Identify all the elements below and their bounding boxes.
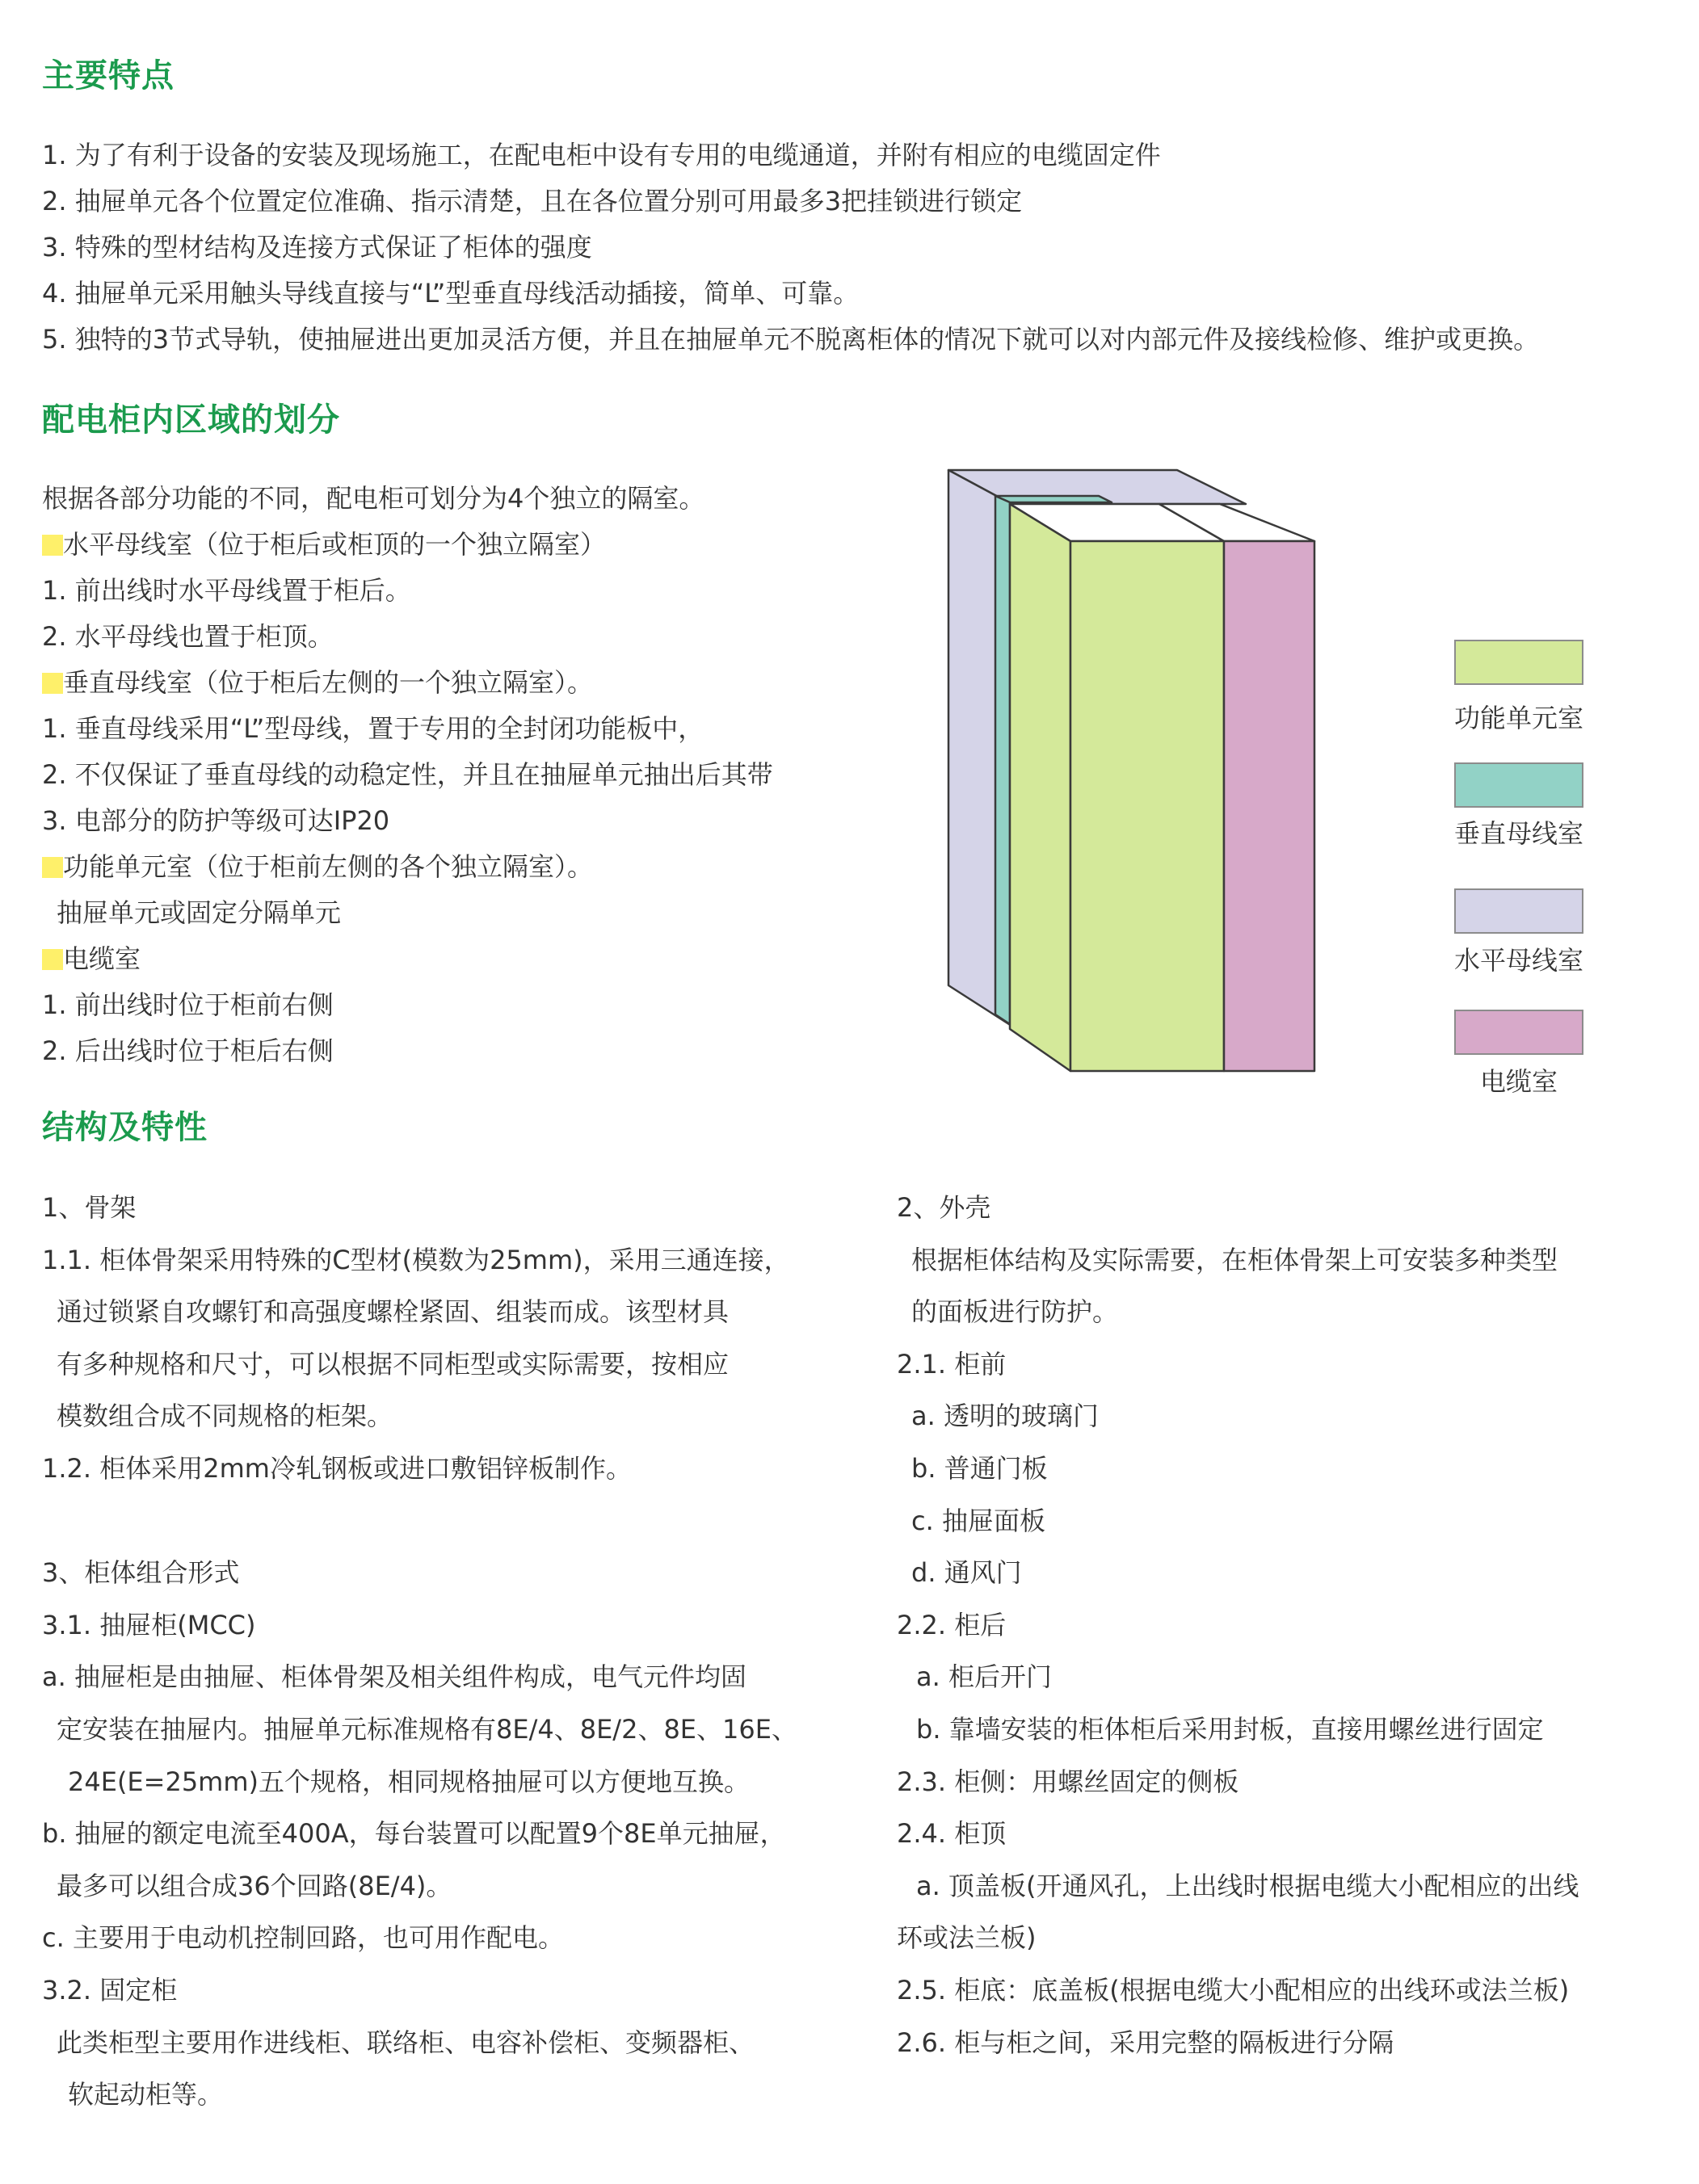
structure-line: 1.1. 柜体骨架采用特殊的C型材(模数为25mm)，采用三通连接，	[42, 1244, 790, 1275]
feature-item: 4. 抽屉单元采用触头导线直接与“L”型垂直母线活动插接，简单、可靠。	[42, 278, 860, 309]
function-unit-side	[1010, 504, 1070, 1071]
structure-right-column	[897, 1182, 1579, 2068]
structure-line: 2.3. 柜侧：用螺丝固定的侧板	[897, 1766, 1239, 1797]
structure-line: b. 靠墙安装的柜体柜后采用封板，直接用螺丝进行固定	[916, 1713, 1544, 1745]
division-line: 2. 水平母线也置于柜顶。	[42, 621, 334, 652]
structure-line: 2、外壳	[897, 1192, 991, 1223]
structure-line: b. 抽屉的额定电流至400A，每台装置可以配置9个8E单元抽屉，	[42, 1818, 786, 1850]
division-line: 抽屉单元或固定分隔单元	[57, 897, 342, 928]
structure-line: d. 通风门	[911, 1557, 1022, 1589]
compartment-title-vertical-busbar: 垂直母线室（位于柜后左侧的一个独立隔室）。	[42, 660, 773, 706]
legend-swatch-vertical-busbar	[1454, 762, 1583, 808]
division-line: 3. 电部分的防护等级可达IP20	[42, 805, 390, 836]
vertical-busbar-top	[995, 496, 1112, 502]
legend-label-function-unit: 功能单元室	[1453, 703, 1583, 733]
legend-swatch-horizontal-busbar	[1454, 888, 1583, 934]
heading-structure: 结构及特性	[42, 1109, 208, 1146]
structure-line: 3、柜体组合形式	[42, 1557, 240, 1589]
structure-line: 的面板进行防护。	[911, 1296, 1119, 1328]
division-text	[42, 476, 773, 1074]
function-unit-front	[1070, 541, 1224, 1071]
feature-item: 5. 独特的3节式导轨，使抽屉进出更加灵活方便，并且在抽屉单元不脱离柜体的情况下就可以对内部元件及接线检修、维护或更换。	[42, 324, 1540, 355]
cabinet-compartment-diagram	[937, 460, 1341, 1090]
structure-line: 根据柜体结构及实际需要，在柜体骨架上可安装多种类型	[911, 1244, 1558, 1275]
features-list	[42, 132, 1539, 363]
compartment-title-horizontal-busbar: 水平母线室（位于柜后或柜顶的一个独立隔室）	[42, 522, 773, 568]
legend-label-horizontal-busbar: 水平母线室	[1453, 945, 1583, 976]
heading-main-features: 主要特点	[42, 57, 175, 94]
division-line: 1. 前出线时位于柜前右侧	[42, 989, 334, 1020]
structure-left-column	[42, 1182, 797, 2121]
yellow-bullet-icon	[42, 949, 63, 970]
division-intro: 根据各部分功能的不同，配电柜可划分为4个独立的隔室。	[42, 483, 705, 514]
structure-line: c. 主要用于电动机控制回路，也可用作配电。	[42, 1922, 564, 1954]
structure-spacer	[42, 1495, 797, 1548]
structure-line: 1、骨架	[42, 1192, 137, 1223]
structure-line: 环或法兰板)	[897, 1922, 1037, 1954]
structure-line: 24E(E=25mm)五个规格，相同规格抽屉可以方便地互换。	[68, 1766, 751, 1797]
structure-line: a. 抽屉柜是由抽屉、柜体骨架及相关组件构成，电气元件均固	[42, 1661, 746, 1693]
structure-line: 最多可以组合成36个回路(8E/4)。	[57, 1870, 452, 1901]
structure-line: 软起动柜等。	[68, 2079, 224, 2110]
structure-line: 定安装在抽屉内。抽屉单元标准规格有8E/4、8E/2、8E、16E、	[57, 1713, 797, 1745]
heading-area-division: 配电柜内区域的划分	[42, 401, 340, 439]
structure-line: a. 透明的玻璃门	[911, 1401, 1099, 1432]
structure-line: 2.5. 柜底：底盖板(根据电缆大小配相应的出线环或法兰板)	[897, 1974, 1570, 2006]
yellow-bullet-icon	[42, 857, 63, 878]
structure-line: 3.2. 固定柜	[42, 1974, 178, 2006]
structure-line: 模数组合成不同规格的柜架。	[57, 1401, 393, 1432]
feature-item: 2. 抽屉单元各个位置定位准确、指示清楚，且在各位置分别可用最多3把挂锁进行锁定	[42, 186, 1023, 216]
division-line: 2. 后出线时位于柜后右侧	[42, 1035, 334, 1066]
compartment-title-cable: 电缆室	[42, 936, 773, 982]
structure-line: 3.1. 抽屉柜(MCC)	[42, 1609, 256, 1640]
structure-line: a. 柜后开门	[916, 1661, 1052, 1693]
legend-label-vertical-busbar: 垂直母线室	[1453, 818, 1583, 849]
legend-swatch-cable	[1454, 1010, 1583, 1055]
feature-item: 3. 特殊的型材结构及连接方式保证了柜体的强度	[42, 232, 592, 262]
yellow-bullet-icon	[42, 673, 63, 694]
structure-line: 2.1. 柜前	[897, 1348, 1007, 1380]
structure-line: 此类柜型主要用作进线柜、联络柜、电容补偿柜、变频器柜、	[57, 2026, 755, 2058]
division-line: 1. 垂直母线采用“L”型母线，置于专用的全封闭功能板中，	[42, 713, 704, 744]
structure-line: b. 普通门板	[911, 1452, 1048, 1484]
structure-line: a. 顶盖板(开通风孔，上出线时根据电缆大小配相应的出线	[916, 1870, 1579, 1901]
division-line: 2. 不仅保证了垂直母线的动稳定性，并且在抽屉单元抽出后其带	[42, 759, 773, 790]
structure-line: 2.2. 柜后	[897, 1609, 1007, 1640]
compartment-title-function-unit: 功能单元室（位于柜前左侧的各个独立隔室）。	[42, 844, 773, 890]
structure-line: 1.2. 柜体采用2mm冷轧钢板或进口敷铝锌板制作。	[42, 1452, 632, 1484]
feature-item: 1. 为了有利于设备的安装及现场施工，在配电柜中设有专用的电缆通道，并附有相应的电缆固定件	[42, 140, 1161, 170]
structure-line: 2.6. 柜与柜之间，采用完整的隔板进行分隔	[897, 2026, 1394, 2058]
yellow-bullet-icon	[42, 535, 63, 556]
cable-front	[1224, 541, 1314, 1071]
vertical-busbar-panel	[995, 496, 1010, 1024]
structure-line: 2.4. 柜顶	[897, 1818, 1007, 1850]
structure-line: 有多种规格和尺寸，可以根据不同柜型或实际需要，按相应	[57, 1348, 730, 1380]
structure-line: 通过锁紧自攻螺钉和高强度螺栓紧固、组装而成。该型材具	[57, 1296, 730, 1328]
legend-swatch-function-unit	[1454, 640, 1583, 685]
structure-line: c. 抽屉面板	[911, 1505, 1045, 1536]
division-line: 1. 前出线时水平母线置于柜后。	[42, 575, 411, 606]
legend-label-cable: 电缆室	[1479, 1066, 1558, 1097]
